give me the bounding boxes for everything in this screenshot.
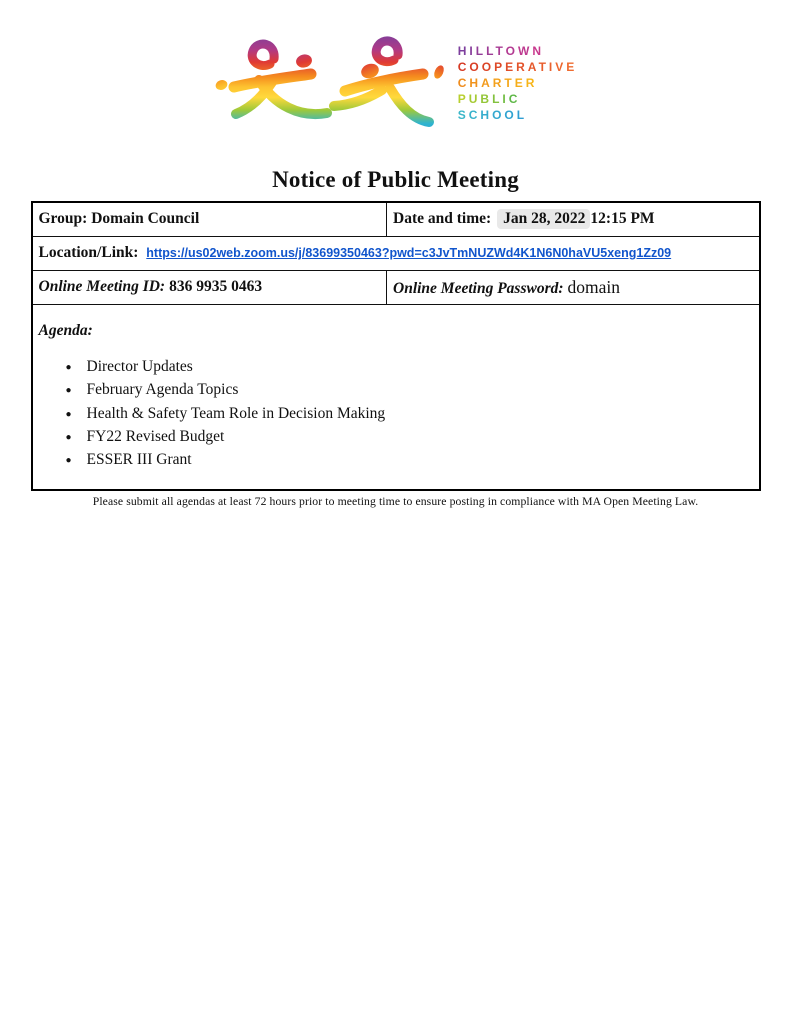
page-title: Notice of Public Meeting [272,167,519,192]
meeting-id-password-row [32,270,760,304]
agenda-item: ● FY22 Revised Budget [66,425,753,448]
agenda-item: ● ESSER III Grant [66,448,753,471]
meeting-details-table [31,201,761,491]
meeting-id-value: 836 9935 0463 [169,278,263,295]
agenda-item: ● Health & Safety Team Role in Decision Making [66,402,753,425]
logo-line-hilltown: HILLTOWN [457,44,544,58]
school-logo-text [458,43,578,123]
logo-line-public: PUBLIC [457,92,521,106]
location-row [32,236,760,270]
agenda-label: Agenda: [38,321,93,339]
school-logo [0,0,791,142]
agenda-item: ● Director Updates [66,355,753,378]
dancing-figures-icon [214,33,446,137]
datetime-cell [387,202,760,236]
group-value: Domain Council [91,210,200,228]
date-field[interactable]: Jan 28, 2022 [497,209,590,229]
agenda-list [66,355,753,472]
password-value: domain [567,276,621,297]
group-cell [32,202,387,236]
compliance-note: Please submit all agendas at least 72 hours prior to meeting time to ensure posting in compliance with MA Open Meeting Law. [92,495,699,508]
time-value: 12:15 PM [590,210,655,228]
location-cell [32,236,760,270]
logo-line-school: SCHOOL [457,108,528,122]
logo-line-cooperative: COOPERATIVE [457,60,578,74]
meeting-id-label: Online Meeting ID: [38,278,166,295]
password-cell [387,270,760,304]
password-label: Online Meeting Password: [393,279,564,297]
group-label: Group: [38,210,88,228]
location-label: Location/Link: [38,244,139,261]
datetime-label: Date and time: [393,210,492,228]
meeting-id-cell [32,270,387,304]
agenda-cell [32,304,760,490]
group-datetime-row [32,202,760,236]
agenda-item: ● February Agenda Topics [66,378,753,401]
zoom-meeting-link[interactable]: https://us02web.zoom.us/j/83699350463?pwd=c3JvTmNUZWd4K1N6N0haVU5xeng1Zz09 [146,246,672,260]
logo-line-charter: CHARTER [457,76,538,90]
agenda-row [32,304,760,490]
